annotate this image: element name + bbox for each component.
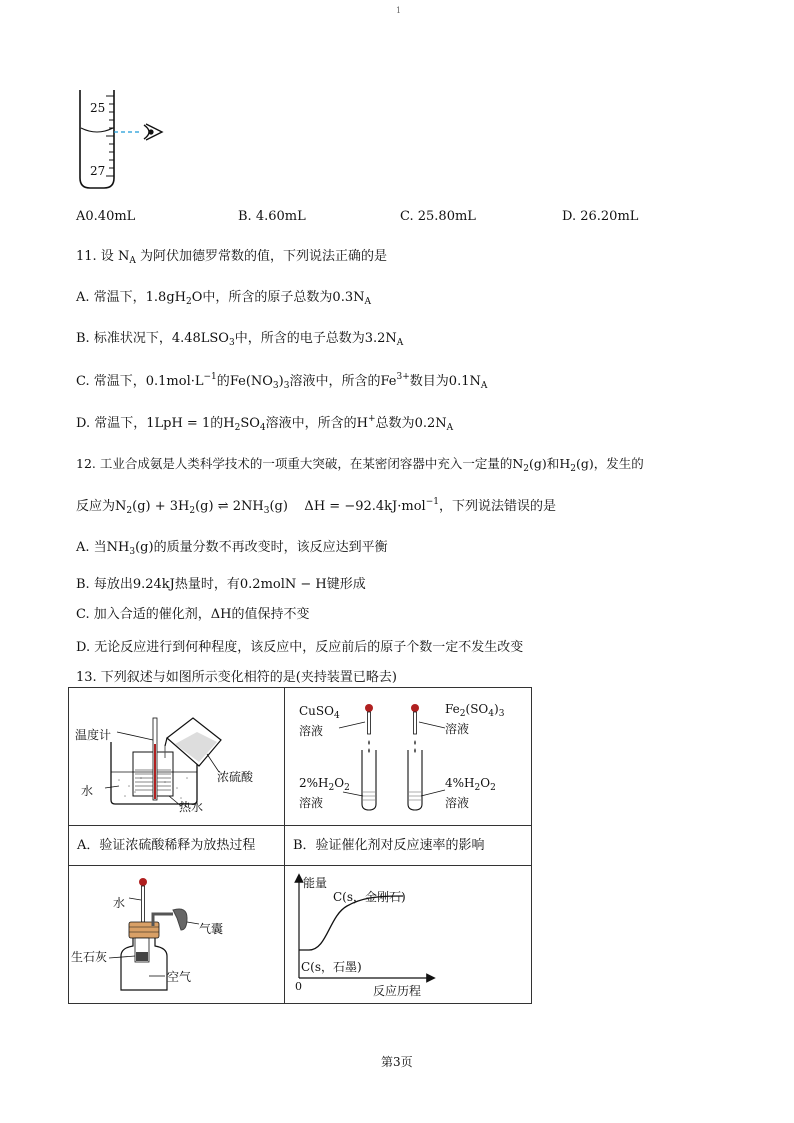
q10-option-d: D. 26.20mL	[562, 209, 639, 224]
figure-c-quicklime-label: 生石灰	[71, 950, 108, 964]
figure-a-acid-label: 浓硫酸	[217, 770, 254, 784]
figure-d-ylabel: 能量	[303, 876, 328, 890]
figure-c-water-label: 水	[113, 896, 126, 910]
eye-icon	[144, 124, 162, 140]
q10-option-b: B. 4.60mL	[238, 209, 306, 224]
figure-d-graphite-label: C(s，石墨)	[301, 960, 362, 974]
figure-b-cell	[285, 688, 532, 826]
q13-figure-table	[68, 687, 532, 1004]
q11-option-d: D. 常温下，1LpH = 1的$H_2SO_4$溶液中，所含的H+总数为$0.2N_A$	[76, 414, 454, 433]
figure-c-air-label: 空气	[167, 970, 192, 984]
q10-option-a: A0.40mL	[76, 209, 136, 224]
figure-a-apparatus	[69, 688, 283, 824]
figure-b-h2o2-2pct-label: $2\%H_2O_2$ 溶液	[299, 776, 350, 810]
figure-c-balloon-label: 气囊	[199, 922, 224, 936]
figure-a-thermometer-label: 温度计	[75, 728, 112, 742]
q12-option-c: C. 加入合适的催化剂，ΔH的值保持不变	[76, 607, 310, 622]
figure-d-origin: 0	[295, 980, 302, 993]
q12-stem-line1: 12. 工业合成氨是人类科学技术的一项重大突破，在某密闭容器中充入一定量的$N_2(g)$和$H_2(g)$，发生的	[76, 456, 644, 474]
caption-b: B．验证催化剂对反应速率的影响	[293, 838, 485, 853]
figure-d-diamond-label: C(s，金刚石)	[333, 890, 406, 904]
figure-b-h2o2-4pct-label: $4\%H_2O_2$ 溶液	[445, 776, 496, 810]
q10-option-c: C. 25.80mL	[400, 209, 476, 224]
q11-option-b: B. 标准状况下，$4.48LSO_3$中，所含的电子总数为$3.2N_A$	[76, 331, 404, 348]
figure-d-xlabel: 反应历程	[373, 984, 422, 998]
q11-option-c: C. 常温下，$0.1mol\cdot L^{-1}$的$Fe(NO_3)_3$溶液中，所含的$Fe^{3+}$数目为$0.1N_A$	[76, 372, 488, 391]
q12-stem-line2: 反应为$N_2(g) + 3H_2(g)$ ⇌ $2NH_3(g)$ ΔH = −92.4kJ·mol$^{-1}$，下列说法错误的是	[76, 497, 556, 516]
burette-mark-27: 27	[90, 164, 106, 178]
q12-option-d: D. 无论反应进行到何种程度，该反应中，反应前后的原子个数一定不发生改变	[76, 640, 524, 655]
caption-a: A．验证浓硫酸稀释为放热过程	[77, 838, 256, 853]
figure-b-fe2so43-label: $Fe_2(SO_4)_3$ 溶液	[445, 702, 505, 736]
figure-a-water-label: 水	[81, 784, 94, 798]
burette-figure	[72, 84, 172, 194]
figure-d-cell	[285, 866, 532, 1004]
q13-stem: 13. 下列叙述与如图所示变化相符的是(夹持装置已略去)	[76, 670, 397, 685]
burette-mark-25: 25	[90, 101, 106, 115]
q12-option-b: B. 每放出9.24kJ热量时，有0.2molN − H键形成	[76, 577, 366, 592]
page-footer: 第3页	[381, 1055, 413, 1069]
figure-c-cell	[69, 866, 285, 1004]
figure-a-cell	[69, 688, 285, 826]
q12-option-a: A. 当$NH_3(g)$的质量分数不再改变时，该反应达到平衡	[76, 540, 388, 557]
page-header-mark: 1	[396, 6, 402, 15]
figure-a-hot-water-label: 热水	[179, 800, 204, 814]
figure-b-cuso4-label: CuSO$_4$ 溶液	[299, 704, 340, 738]
q11-option-a: A. 常温下，$1.8gH_2O$中，所含的原子总数为$0.3N_A$	[76, 290, 371, 307]
q11-stem: 11. 设 $N_A$ 为阿伏加德罗常数的值，下列说法正确的是	[76, 249, 387, 266]
